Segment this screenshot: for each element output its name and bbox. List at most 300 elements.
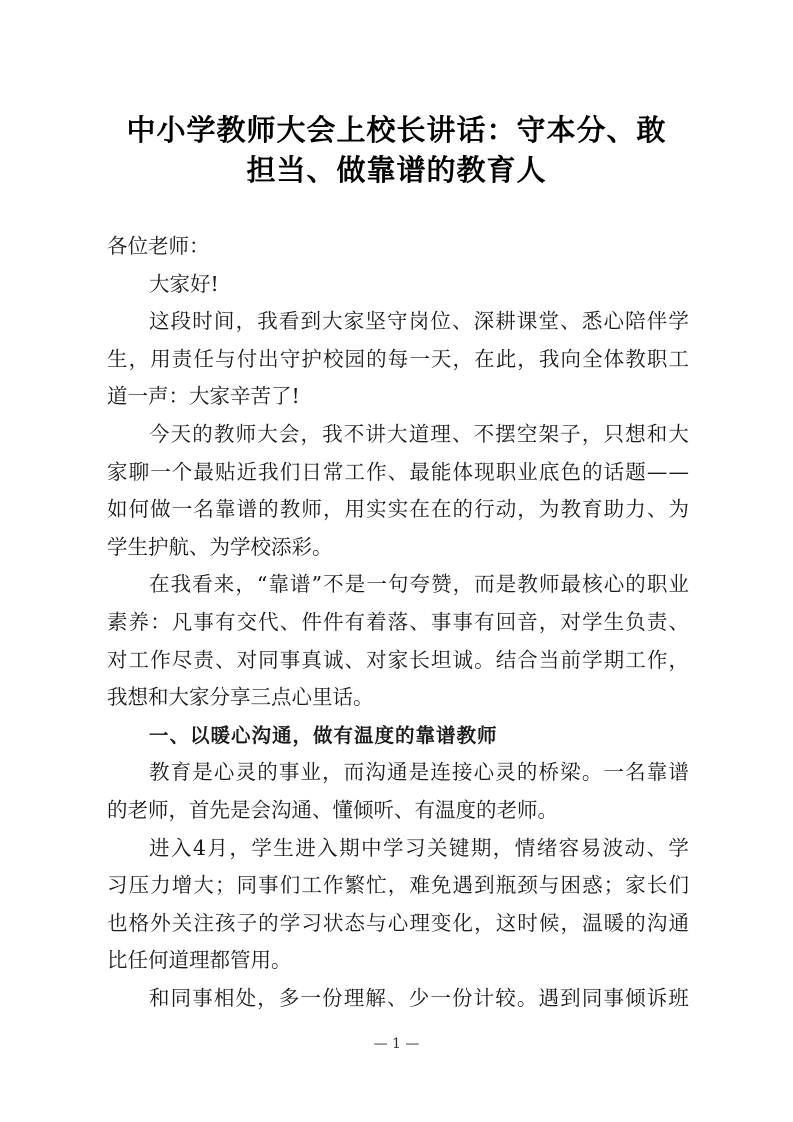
text-char: 在 — [409, 497, 430, 522]
text-char: 到 — [560, 985, 581, 1010]
text-char: 此 — [495, 346, 517, 371]
text-char: 而 — [343, 760, 365, 785]
body-text-line — [107, 905, 689, 943]
text-char: 教 — [560, 497, 581, 522]
text-char: 我 — [322, 421, 343, 446]
text-char: 期 — [339, 835, 360, 860]
text-char: 是 — [344, 572, 366, 597]
text-char: ， — [517, 497, 538, 522]
text-char: 连 — [430, 760, 451, 785]
text-char: 桥 — [538, 760, 560, 785]
text-char: 多 — [278, 985, 300, 1010]
text-char: 作 — [646, 647, 668, 672]
text-char: 对 — [107, 647, 128, 672]
text-char: 回 — [495, 609, 517, 634]
text-char: 这 — [149, 309, 170, 334]
text-char: 师 — [301, 497, 322, 522]
text-char: 聊 — [128, 459, 150, 484]
text-char: 而 — [474, 572, 495, 597]
text-char: 进 — [295, 835, 316, 860]
text-char: 只 — [603, 421, 624, 446]
text-char: 灵 — [235, 760, 257, 785]
text-char: 来 — [213, 572, 235, 597]
text-char: 增 — [171, 873, 193, 898]
title-line-1: 中小学教师大会上校长讲话：守本分、敢 — [126, 113, 667, 147]
body-text-line — [107, 566, 689, 604]
text-char: 代 — [258, 609, 279, 634]
text-char: 、 — [344, 647, 366, 672]
text-char: 看 — [192, 572, 213, 597]
text-char: ， — [517, 346, 538, 371]
text-char: 对 — [236, 647, 258, 672]
text-char: 素 — [107, 609, 128, 634]
text-char: 作 — [322, 873, 344, 898]
text-char: 有 — [214, 609, 236, 634]
text-char: 事 — [258, 873, 279, 898]
text-char: 时 — [517, 910, 538, 935]
document-title — [100, 110, 693, 190]
text-char: 伴 — [646, 309, 668, 334]
page-number: — 1 — — [373, 1036, 420, 1052]
text-char: 师 — [538, 572, 560, 597]
text-char: 实 — [387, 497, 409, 522]
text-char: 作 — [366, 459, 387, 484]
text-char: 每 — [387, 346, 409, 371]
text-char: 工 — [668, 346, 689, 371]
text-char: 为 — [538, 497, 560, 522]
text-char: 架 — [538, 421, 560, 446]
text-char: 外 — [150, 910, 171, 935]
text-char: 解 — [365, 985, 386, 1010]
text-char: 摆 — [495, 421, 516, 446]
text-char: 业 — [668, 572, 689, 597]
text-char: 容 — [558, 835, 580, 860]
text-char: 全 — [582, 346, 603, 371]
text-char: 体 — [452, 459, 473, 484]
text-char: 、 — [387, 985, 408, 1010]
text-char: 生 — [107, 346, 128, 371]
text-char: 、 — [646, 835, 667, 860]
text-char: 习 — [404, 835, 426, 860]
text-char: 心 — [387, 910, 409, 935]
text-char: 的 — [258, 497, 279, 522]
text-char: 负 — [625, 609, 646, 634]
text-char: 沟 — [365, 760, 386, 785]
text-char: 习 — [301, 910, 322, 935]
body-text-line: 的老师，首先是会沟通、懂倾听、有温度的老师。 — [107, 797, 558, 822]
text-char: 会 — [278, 421, 300, 446]
text-char: 前 — [560, 647, 581, 672]
text-char: 我 — [257, 309, 278, 334]
text-char: 力 — [150, 873, 171, 898]
text-char: 关 — [171, 910, 193, 935]
text-char: 繁 — [344, 873, 366, 898]
text-char: 忙 — [366, 873, 387, 898]
text-char: 诉 — [646, 985, 668, 1010]
text-char: 一 — [430, 985, 451, 1010]
text-char: ， — [492, 835, 514, 860]
text-char: 件 — [322, 609, 344, 634]
text-char: 家 — [107, 459, 128, 484]
text-char: 长 — [409, 647, 430, 672]
body-text-line — [107, 867, 689, 905]
text-char: 理 — [343, 985, 365, 1010]
text-char: 落 — [387, 609, 409, 634]
text-char: 学 — [582, 647, 603, 672]
text-char: 相 — [213, 985, 235, 1010]
text-char: 情 — [514, 835, 536, 860]
body-text-line — [107, 416, 689, 454]
text-char: 一 — [603, 760, 624, 785]
text-char: 事 — [193, 609, 214, 634]
text-char: 灵 — [495, 760, 516, 785]
text-char: 交 — [236, 609, 258, 634]
text-char: 我 — [258, 459, 279, 484]
text-char: 学 — [582, 609, 603, 634]
text-char: 做 — [150, 497, 171, 522]
text-char: 变 — [430, 910, 452, 935]
text-char: 家 — [387, 647, 409, 672]
text-char: 能 — [430, 459, 452, 484]
text-char: 凡 — [171, 609, 193, 634]
body-text-line — [107, 341, 689, 379]
text-char: 谱 — [668, 760, 689, 785]
text-char: 沟 — [646, 910, 668, 935]
text-char: 不 — [323, 572, 344, 597]
text-char: 助 — [603, 497, 625, 522]
text-char: — — [668, 459, 689, 484]
text-char: 班 — [668, 985, 689, 1010]
text-char: 当 — [538, 647, 560, 672]
text-char: 养 — [128, 609, 150, 634]
text-char: 个 — [171, 459, 193, 484]
body-text-line — [107, 454, 689, 492]
text-char: 空 — [516, 421, 538, 446]
text-char: 的 — [625, 572, 646, 597]
text-char: 4 — [192, 835, 206, 860]
text-char: 事 — [430, 609, 452, 634]
text-char: 这 — [495, 910, 517, 935]
text-char: — — [646, 459, 668, 484]
text-char: 着 — [366, 609, 387, 634]
text-char: 和 — [646, 421, 668, 446]
text-char: 状 — [322, 910, 344, 935]
text-char: 易 — [580, 835, 602, 860]
text-char: 、 — [646, 497, 668, 522]
text-char: ， — [387, 873, 409, 898]
text-char: 子 — [560, 421, 581, 446]
text-char: 近 — [236, 459, 258, 484]
text-char: 的 — [192, 421, 213, 446]
text-char: 同 — [236, 873, 258, 898]
body-text-line — [107, 754, 689, 792]
text-char: 在 — [430, 497, 452, 522]
text-char: 中 — [361, 835, 382, 860]
text-char: 育 — [582, 497, 603, 522]
text-char: 园 — [344, 346, 366, 371]
text-char: 瓶 — [495, 873, 517, 898]
text-char: ， — [668, 647, 689, 672]
text-char: 波 — [602, 835, 624, 860]
text-char: 温 — [582, 910, 603, 935]
text-char: 的 — [582, 459, 603, 484]
text-char: 、 — [387, 459, 409, 484]
body-text-line: 比任何道理都管用。 — [107, 948, 292, 973]
text-char: 名 — [193, 497, 214, 522]
text-char: 工 — [128, 647, 150, 672]
section-heading: 一、以暖心沟通，做有温度的靠谱教师 — [149, 723, 498, 747]
text-char: 困 — [560, 873, 581, 898]
text-char: 、 — [214, 647, 236, 672]
text-char: 常 — [322, 459, 344, 484]
text-char: 倾 — [625, 985, 646, 1010]
text-char: 如 — [107, 497, 128, 522]
text-char: 与 — [214, 346, 236, 371]
text-char: 们 — [279, 873, 301, 898]
text-char: ， — [300, 421, 321, 446]
text-char: 责 — [646, 609, 668, 634]
text-char: 校 — [322, 346, 344, 371]
text-char: 今 — [149, 421, 170, 446]
text-char: 最 — [409, 459, 430, 484]
text-char: 期 — [470, 835, 492, 860]
body-text-line — [107, 303, 689, 341]
text-char: 句 — [387, 572, 409, 597]
body-text-line — [107, 642, 689, 680]
text-char: 与 — [538, 873, 560, 898]
text-char: 贴 — [214, 459, 236, 484]
text-char: 诚 — [452, 647, 473, 672]
text-char: 件 — [301, 609, 322, 634]
text-char: 何 — [128, 497, 150, 522]
text-char: 入 — [170, 835, 192, 860]
text-char: 、 — [409, 609, 430, 634]
text-char: 事 — [192, 985, 213, 1010]
text-char: 颈 — [517, 873, 538, 898]
text-char: 暖 — [603, 910, 625, 935]
body-text-line: 我想和大家分享三点心里话。 — [107, 685, 374, 710]
text-char: 学 — [251, 835, 272, 860]
text-char: ， — [229, 835, 250, 860]
text-char: ， — [452, 572, 474, 597]
text-char: 谱 — [290, 572, 311, 597]
text-char: 我 — [538, 346, 560, 371]
text-char: 最 — [193, 459, 214, 484]
text-char: 赞 — [431, 572, 452, 597]
text-char: 进 — [149, 835, 170, 860]
text-char: ， — [128, 346, 150, 371]
text-char: 时 — [192, 309, 213, 334]
text-char: 理 — [409, 910, 430, 935]
text-char: 合 — [517, 647, 538, 672]
text-char: “ — [256, 572, 268, 597]
text-char: 也 — [107, 910, 128, 935]
text-char: 天 — [430, 346, 452, 371]
text-char: 注 — [193, 910, 214, 935]
text-char: 生 — [273, 835, 294, 860]
text-char: 师 — [235, 421, 257, 446]
text-char: 少 — [408, 985, 430, 1010]
text-char: 关 — [426, 835, 448, 860]
text-char: 的 — [257, 760, 278, 785]
text-char: 事 — [279, 647, 301, 672]
text-char: ； — [214, 873, 236, 898]
text-char: 同 — [258, 647, 279, 672]
text-char: 惑 — [582, 873, 603, 898]
text-char: 通 — [387, 760, 408, 785]
text-char: 同 — [170, 985, 192, 1010]
text-char: 教 — [625, 346, 646, 371]
text-char: 业 — [517, 459, 538, 484]
text-char: 位 — [430, 309, 451, 334]
text-char: 遇 — [538, 985, 560, 1010]
text-char: 学 — [668, 309, 689, 334]
text-char: 最 — [560, 572, 582, 597]
text-char: 坦 — [430, 647, 452, 672]
text-char: 我 — [170, 572, 192, 597]
text-char: 、 — [668, 609, 689, 634]
text-char: 动 — [624, 835, 646, 860]
text-char: 一 — [366, 572, 387, 597]
body-text-line — [107, 830, 689, 868]
text-char: 有 — [344, 609, 366, 634]
body-text-line: 大家好! — [149, 271, 219, 296]
text-char: 题 — [625, 459, 646, 484]
text-char: 想 — [625, 421, 646, 446]
text-char: 是 — [192, 760, 213, 785]
text-char: 大 — [322, 309, 343, 334]
text-char: 岗 — [408, 309, 430, 334]
body-text-line — [107, 604, 689, 642]
text-char: 行 — [474, 497, 495, 522]
text-char: ， — [235, 309, 257, 334]
text-char: 处 — [235, 985, 257, 1010]
text-char: 到 — [474, 873, 495, 898]
text-char: 任 — [193, 346, 214, 371]
text-char: 守 — [279, 346, 301, 371]
text-char: 们 — [668, 873, 689, 898]
text-char: 结 — [495, 647, 517, 672]
text-char: 色 — [560, 459, 581, 484]
text-char: ， — [322, 760, 343, 785]
text-char: 向 — [560, 346, 581, 371]
text-char: 尽 — [171, 647, 193, 672]
text-char: 看 — [278, 309, 300, 334]
text-char: 孩 — [214, 910, 236, 935]
text-char: 较 — [495, 985, 516, 1010]
text-char: 谱 — [236, 497, 258, 522]
text-char: 在 — [149, 572, 170, 597]
body-text-line: 道一声：大家辛苦了! — [107, 384, 300, 409]
body-text-line — [107, 980, 689, 1018]
text-char: 月 — [207, 835, 228, 860]
text-char: 道 — [408, 421, 430, 446]
text-char: 的 — [258, 910, 279, 935]
text-char: 大 — [257, 421, 278, 446]
text-char: 不 — [343, 421, 365, 446]
text-char: 一 — [150, 459, 171, 484]
text-char: 核 — [582, 572, 603, 597]
text-char: 真 — [301, 647, 322, 672]
text-char: 职 — [646, 572, 668, 597]
text-char: 职 — [495, 459, 517, 484]
text-char: ” — [311, 572, 323, 597]
text-char: 体 — [603, 346, 625, 371]
text-char: 压 — [128, 873, 150, 898]
text-char: 为 — [668, 497, 689, 522]
text-char: 育 — [170, 760, 192, 785]
text-char: 陪 — [625, 309, 646, 334]
text-char: ， — [235, 572, 256, 597]
text-char: 和 — [149, 985, 170, 1010]
text-char: ， — [257, 985, 278, 1010]
text-char: 态 — [344, 910, 366, 935]
text-char: 理 — [430, 421, 451, 446]
text-char: 子 — [236, 910, 258, 935]
text-char: 作 — [150, 647, 171, 672]
text-char: 课 — [516, 309, 538, 334]
text-char: ， — [560, 910, 581, 935]
text-char: 、 — [560, 309, 581, 334]
text-char: 是 — [495, 572, 517, 597]
text-char: 深 — [473, 309, 495, 334]
text-char: 大 — [387, 421, 408, 446]
text-char: 、 — [279, 609, 301, 634]
text-char: 靠 — [268, 572, 289, 597]
text-char: 夸 — [409, 572, 430, 597]
text-char: 诚 — [322, 647, 344, 672]
text-char: 候 — [538, 910, 560, 935]
text-char: 心 — [603, 309, 624, 334]
text-char: 业 — [300, 760, 321, 785]
text-char: 习 — [107, 873, 128, 898]
text-char: ； — [603, 873, 625, 898]
text-char: 责 — [171, 346, 193, 371]
text-char: 有 — [474, 609, 495, 634]
text-char: 的 — [516, 760, 538, 785]
text-char: 坚 — [365, 309, 386, 334]
text-char: 格 — [128, 910, 150, 935]
text-char: 工 — [625, 647, 646, 672]
text-char: 心 — [473, 760, 495, 785]
text-char: 难 — [409, 873, 430, 898]
text-char: 力 — [625, 497, 646, 522]
text-char: 实 — [366, 497, 387, 522]
text-char: 靠 — [214, 497, 236, 522]
title-line-2: 担当、做靠谱的教育人 — [246, 153, 547, 187]
text-char: 梁 — [560, 760, 581, 785]
text-char: 通 — [668, 910, 689, 935]
text-char: 、 — [451, 309, 473, 334]
text-char: 、 — [451, 421, 473, 446]
text-char: 化 — [452, 910, 473, 935]
text-char: 心 — [213, 760, 235, 785]
text-char: 绪 — [536, 835, 558, 860]
text-char: 教 — [279, 497, 301, 522]
text-char: 职 — [646, 346, 668, 371]
text-char: 音 — [517, 609, 538, 634]
text-char: 教 — [149, 760, 170, 785]
text-char: 家 — [625, 873, 646, 898]
text-char: 底 — [538, 459, 560, 484]
text-char: 与 — [366, 910, 387, 935]
body-text-line — [107, 491, 689, 529]
text-char: 工 — [301, 873, 322, 898]
text-char: 到 — [300, 309, 321, 334]
text-char: 不 — [473, 421, 495, 446]
text-char: 份 — [322, 985, 343, 1010]
text-char: 免 — [430, 873, 452, 898]
